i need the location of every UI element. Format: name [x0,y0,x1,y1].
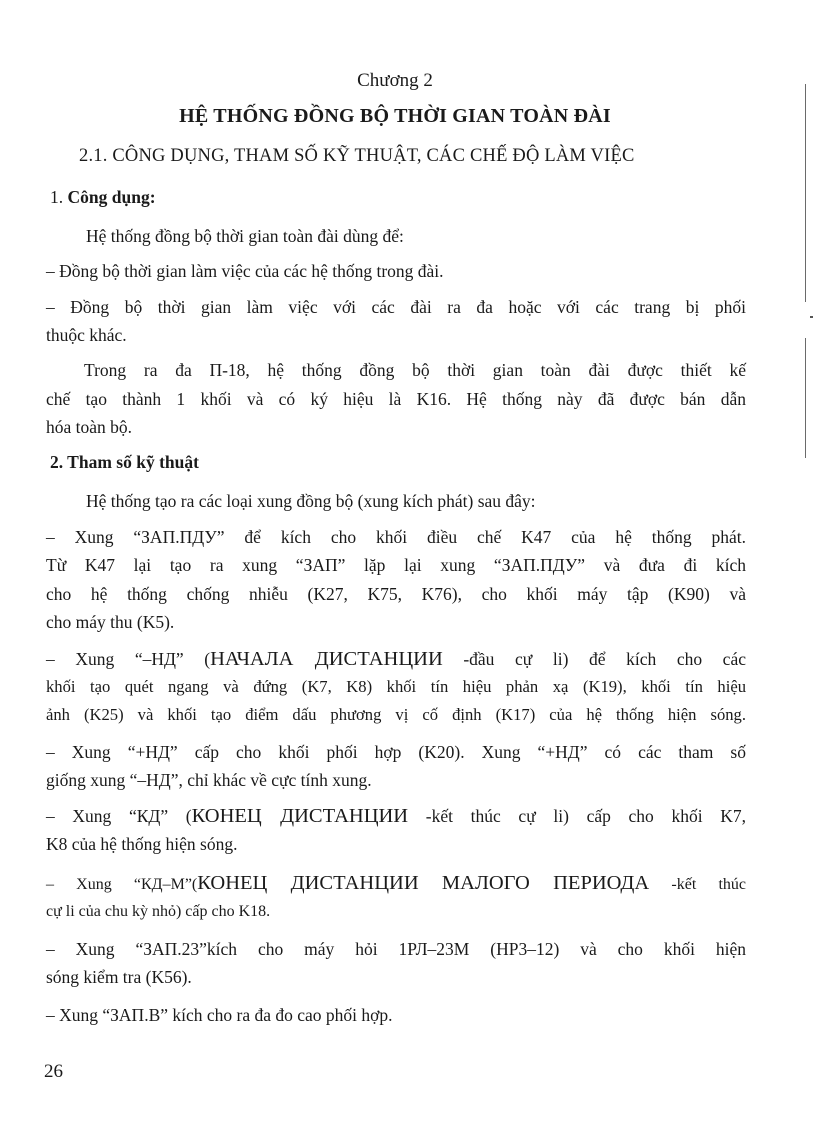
bullet-line-cont: sóng kiểm tra (K56). [46,967,192,987]
cyrillic-term: КОНЕЦ ДИСТАНЦИИ [191,805,409,827]
bullet-line: – Đồng bộ thời gian làm việc với các đài ra đa hoặc với các trang bị phối [46,297,746,317]
bullet-line: – Đồng bộ thời gian làm việc của các hệ thống trong đài. [46,261,444,281]
bullet-line-cont: ảnh (K25) và khối tạo điểm dấu phương vị cố định (K17) của hệ thống hiện sóng. [46,705,746,724]
bullet-line: – Xung “ЗАП.23”kích cho máy hỏi 1РЛ–23М (НР3–12) và cho khối hiện [46,939,746,959]
bullet-line-cont: giống xung “–НД”, chỉ khác về cực tính xung. [46,770,372,790]
scan-edge-mark [810,316,813,318]
chapter-label: Chương 2 [357,70,433,91]
bullet-line-cont: Từ K47 lại tạo ra xung “ЗАП” lặp lại xung “ЗАП.ПДУ” và đưa đi kích [46,555,746,575]
text-run: -kết thúc cự li) cấp cho khối K7, [408,806,746,826]
bullet-line [46,805,746,827]
bullet-line [46,648,746,670]
subheading-text: Công dụng: [67,187,156,207]
bullet-line-cont: cho hệ thống chống nhiễu (K27, K75, K76), cho khối máy tập (K90) và [46,584,746,604]
bullet-line-cont: thuộc khác. [46,325,127,345]
bullet-line: – Xung “ЗАП.В” kích cho ra đa đo cao phối hợp. [46,1005,393,1025]
subheading-number: 1. [50,187,64,207]
paragraph-line: hóa toàn bộ. [46,417,133,437]
bullet-line [46,872,746,896]
paragraph-line: chế tạo thành 1 khối và có ký hiệu là K16. Hệ thống này đã được bán dẫn [46,389,746,409]
page-number: 26 [44,1061,63,1082]
bullet-line: – Xung “ЗАП.ПДУ” để kích cho khối điều chế K47 của hệ thống phát. [46,527,746,547]
bullet-line-cont: K8 của hệ thống hiện sóng. [46,834,238,854]
bullet-line-cont: khối tạo quét ngang và đứng (K7, K8) khối tín hiệu phản xạ (K19), khối tín hiệu [46,677,746,696]
cyrillic-term: НАЧАЛА ДИСТАНЦИИ [210,648,443,670]
text-run: – Xung “–НД” ( [46,649,211,669]
bullet-line: – Xung “+НД” cấp cho khối phối hợp (K20). Xung “+НД” có các tham số [46,742,746,762]
subheading-2 [50,452,199,473]
subheading-text: 2. Tham số kỹ thuật [50,452,199,472]
bullet-line-cont: cho máy thu (K5). [46,612,175,632]
paragraph-line: Trong ra đa П-18, hệ thống đồng bộ thời gian toàn đài được thiết kế [84,360,746,380]
text-run: – Xung “КД–М”( [46,876,198,893]
scan-edge-line [805,338,806,458]
subheading-1 [50,187,156,208]
section-heading: 2.1. CÔNG DỤNG, THAM SỐ KỸ THUẬT, CÁC CHẾ ĐỘ LÀM VIỆC [79,146,635,166]
scan-edge-line [805,84,806,302]
chapter-title: HỆ THỐNG ĐỒNG BỘ THỜI GIAN TOÀN ĐÀI [179,105,611,127]
cyrillic-term: КОНЕЦ ДИСТАНЦИИ МАЛОГО ПЕРИОДА [197,872,650,894]
paragraph-line: Hệ thống tạo ra các loại xung đồng bộ (xung kích phát) sau đây: [86,491,536,511]
text-run: -kết thúc [649,876,747,893]
text-run: -đầu cự li) để kích cho các [442,649,746,669]
bullet-line-cont: cự li của chu kỳ nhỏ) cấp cho K18. [46,903,271,920]
paragraph-line: Hệ thống đồng bộ thời gian toàn đài dùng để: [86,226,404,246]
text-run: – Xung “КД” ( [46,806,192,826]
